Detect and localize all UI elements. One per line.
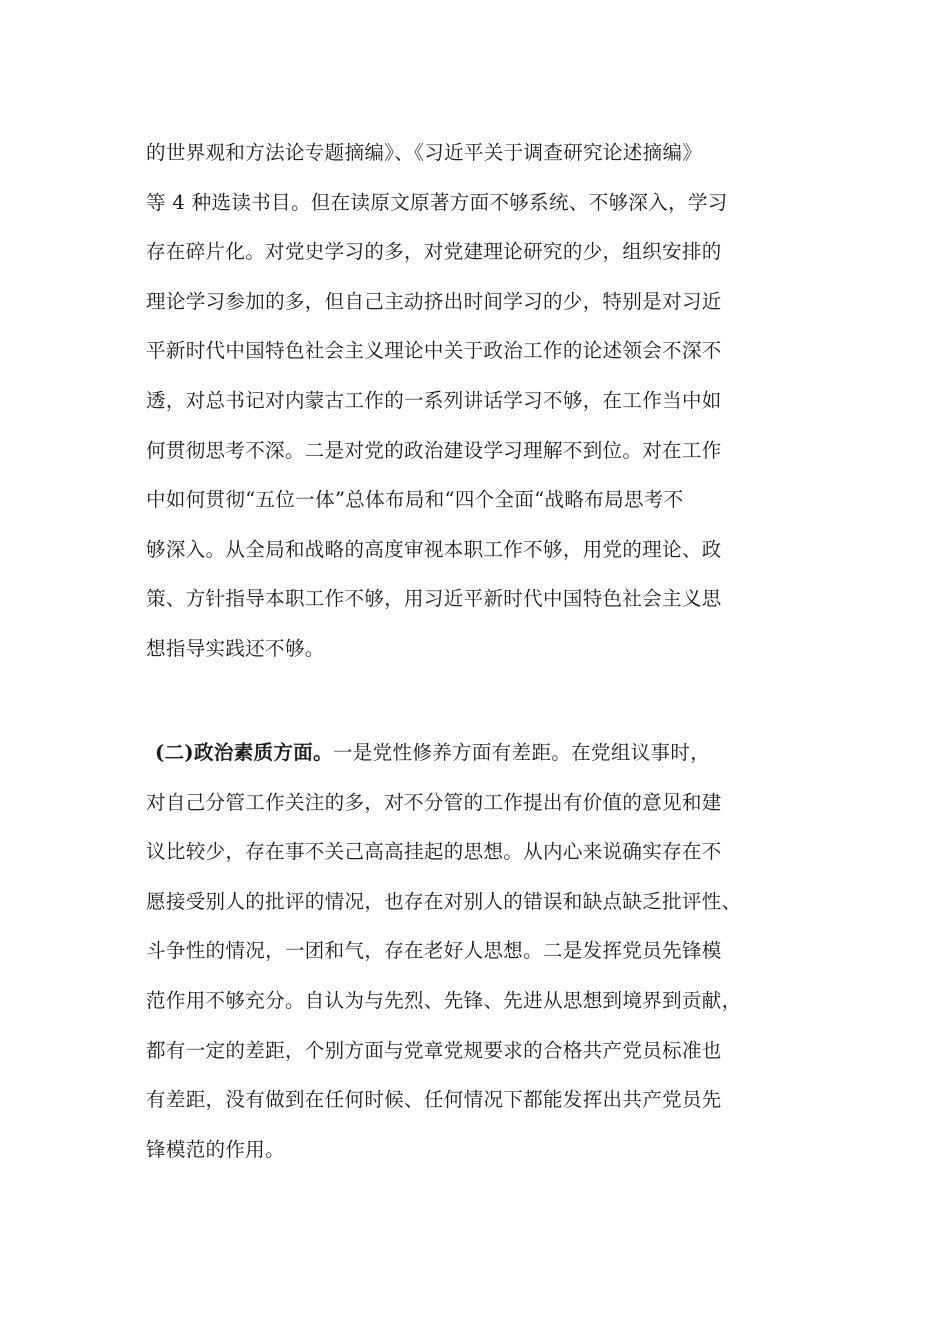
text-line: 平新时代中国特色社会主义理论中关于政治工作的论述领会不深不	[146, 339, 722, 363]
text-line: 中如何贯彻“五位一体”总体布局和“四个全面“战略布局思考不	[146, 488, 684, 512]
text-line: 范作用不够充分。自认为与先烈、先锋、先进从思想到境界到贡献，	[146, 988, 742, 1012]
text-line: 议比较少，存在事不关己高高挂起的思想。从内心来说确实存在不	[146, 840, 722, 864]
text-line-first	[146, 728, 806, 778]
text-line: 都有一定的差距，个别方面与党章党规要求的合格共产党员标准也	[146, 1038, 722, 1062]
paragraph-political-quality	[146, 728, 806, 1174]
text-line: 何贯彻思考不深。二是对党的政治建设学习理解不到位。对在工作	[146, 438, 722, 462]
text-line: 愿接受别人的批评的情况，也存在对别人的错误和缺点缺乏批评性、	[146, 889, 742, 913]
text-line: 有差距，没有做到在任何时候、任何情况下都能发挥出共产党员先	[146, 1088, 722, 1112]
paragraph-theory-study	[146, 128, 806, 674]
heading-line-rest: 一是党性修养方面有差距。在党组议事时，	[332, 741, 711, 764]
text-line: 对自己分管工作关注的多，对不分管的工作提出有价值的意见和建	[146, 790, 722, 814]
text-line: 透，对总书记对内蒙古工作的一系列讲话学习不够，在工作当中如	[146, 388, 722, 412]
text-line: 理论学习参加的多，但自己主动挤出时间学习的少，特别是对习近	[146, 289, 722, 313]
section-heading: (二)政治素质方面。	[155, 741, 333, 764]
text-line: 等 4 种选读书目。但在读原文原著方面不够系统、不够深入，学习	[146, 190, 728, 214]
text-line: 斗争性的情况，一团和气，存在老好人思想。二是发挥党员先锋模	[146, 939, 722, 963]
text-line: 策、方针指导本职工作不够，用习近平新时代中国特色社会主义思	[146, 587, 722, 611]
text-line: 的世界观和方法论专题摘编》、《习近平关于调查研究论述摘编》	[146, 141, 703, 164]
text-line: 想指导实践还不够。	[146, 636, 325, 660]
text-line: 锋模范的作用。	[146, 1137, 285, 1161]
text-line: 够深入。从全局和战略的高度审视本职工作不够，用党的理论、政	[146, 537, 722, 561]
text-line: 存在碎片化。对党史学习的多，对党建理论研究的少，组织安排的	[146, 240, 722, 264]
